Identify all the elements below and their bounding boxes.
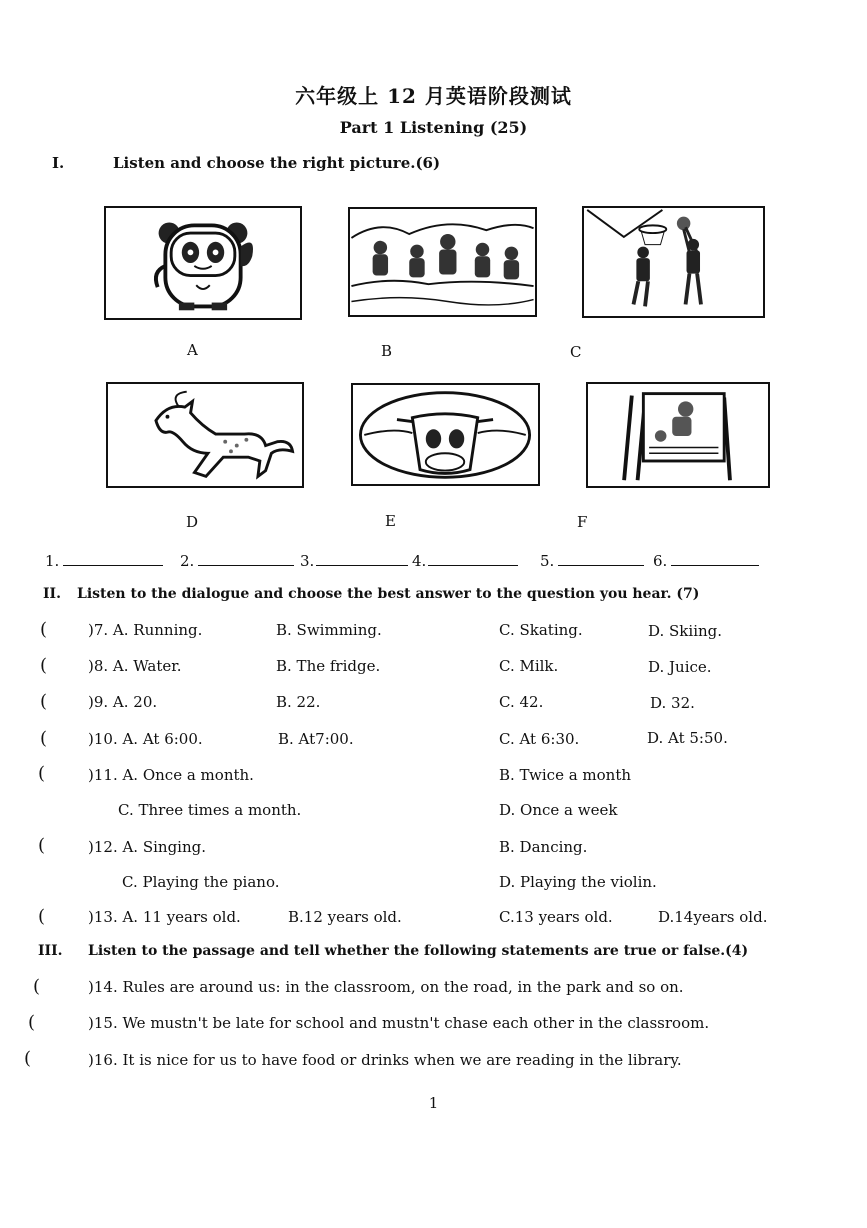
option-d: D. At 5:50. [647, 729, 728, 747]
basketball-players-icon [584, 208, 763, 316]
option-c: C. Milk. [499, 657, 559, 675]
sign-board-icon [588, 384, 768, 486]
answer-paren[interactable]: ( [40, 619, 48, 640]
option-c: C. Playing the piano. [122, 873, 280, 891]
question-stem: )8. A. Water. [88, 657, 182, 675]
statement: )16. It is nice for us to have food or drinks when we are reading in the library. [88, 1051, 682, 1069]
question-stem: )11. A. Once a month. [88, 766, 254, 784]
picture-label-d: D [186, 513, 199, 531]
answer-paren[interactable]: ( [40, 728, 48, 749]
section3-heading: Listen to the passage and tell whether the following statements are true or false.(4) [88, 943, 749, 959]
answer-blank-2[interactable]: 2. [180, 551, 294, 570]
option-d: D. Juice. [648, 658, 712, 676]
panda-mascot-icon [106, 208, 300, 318]
question-stem: )12. A. Singing. [88, 838, 207, 856]
answer-paren[interactable]: ( [24, 1048, 32, 1069]
picture-label-e: E [385, 512, 396, 530]
picture-c [582, 206, 765, 318]
option-b: B. The fridge. [276, 657, 381, 675]
answer-blank-5[interactable]: 5. [540, 551, 644, 570]
answer-paren[interactable]: ( [38, 763, 46, 784]
answer-paren[interactable]: ( [40, 655, 48, 676]
statement: )15. We mustn't be late for school and mustn't chase each other in the classroom. [88, 1014, 710, 1032]
question-stem: )7. A. Running. [88, 621, 203, 639]
picture-label-a: A [187, 341, 198, 359]
option-d: D. Once a week [499, 801, 618, 819]
page-title: 六年级上 12 月英语阶段测试 [295, 84, 572, 108]
option-b: B. 22. [276, 693, 321, 711]
option-d: D. 32. [650, 694, 695, 712]
option-b: B.12 years old. [288, 908, 402, 926]
answer-paren[interactable]: ( [38, 835, 46, 856]
answer-paren[interactable]: ( [33, 976, 41, 997]
question-stem: )13. A. 11 years old. [88, 908, 241, 926]
picture-e [351, 383, 540, 486]
section3-number: III. [38, 943, 63, 959]
option-c: C.13 years old. [499, 908, 613, 926]
section1-number: I. [52, 154, 65, 172]
picture-d [106, 382, 304, 488]
section2-heading: Listen to the dialogue and choose the best answer to the question you hear. (7) [77, 586, 700, 602]
option-b: B. Swimming. [276, 621, 382, 639]
picture-label-f: F [577, 513, 588, 531]
option-b: B. Twice a month [499, 766, 632, 784]
option-d: D. Playing the violin. [499, 873, 657, 891]
section2-number: II. [43, 586, 61, 602]
option-d: D. Skiing. [648, 622, 723, 640]
answer-blank-4[interactable]: 4. [412, 551, 518, 570]
option-c: C. At 6:30. [499, 730, 580, 748]
picnic-people-icon [350, 209, 535, 315]
part-heading: Part 1 Listening (25) [339, 118, 528, 137]
picture-label-c: C [570, 343, 582, 361]
picture-f [586, 382, 770, 488]
answer-paren[interactable]: ( [38, 906, 46, 927]
question-stem: )9. A. 20. [88, 693, 158, 711]
answer-blank-3[interactable]: 3. [300, 551, 408, 570]
picture-label-b: B [381, 342, 393, 360]
option-b: B. At7:00. [278, 730, 354, 748]
section1-heading: Listen and choose the right picture.(6) [113, 154, 441, 172]
picture-a [104, 206, 302, 320]
horse-icon [108, 384, 302, 486]
answer-blank-1[interactable]: 1. [45, 551, 163, 570]
option-c: C. Three times a month. [118, 801, 302, 819]
answer-blank-6[interactable]: 6. [653, 551, 759, 570]
option-c: C. 42. [499, 693, 544, 711]
option-c: C. Skating. [499, 621, 583, 639]
picture-b [348, 207, 537, 317]
answer-paren[interactable]: ( [28, 1012, 36, 1033]
cow-face-icon [353, 385, 538, 484]
statement: )14. Rules are around us: in the classroom, on the road, in the park and so on. [88, 978, 684, 996]
answer-paren[interactable]: ( [40, 691, 48, 712]
option-b: B. Dancing. [499, 838, 588, 856]
option-d: D.14years old. [658, 908, 768, 926]
page-number: 1 [428, 1094, 439, 1112]
question-stem: )10. A. At 6:00. [88, 730, 203, 748]
